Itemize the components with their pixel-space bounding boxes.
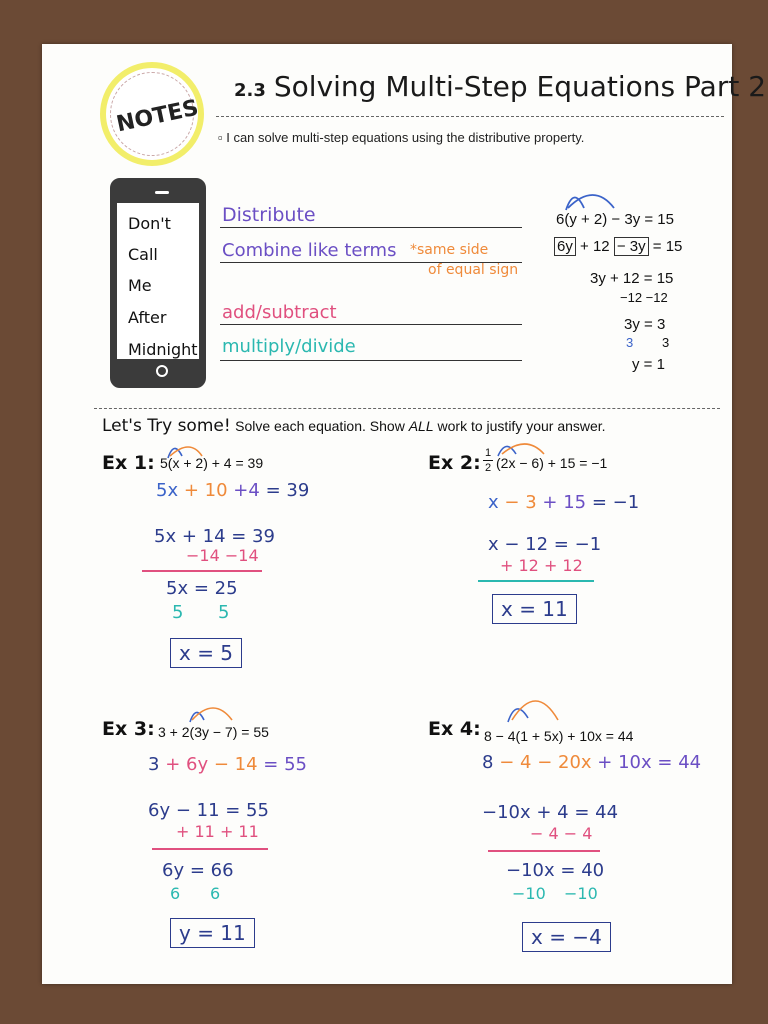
practice-heading: Let's Try some! Solve each equation. Show ALL work to justify your answer. [102, 416, 606, 436]
ex4-step4: −10x = 40 [506, 860, 605, 881]
ex2-step1: x − 3 + 15 = −1 [488, 492, 640, 513]
header-divider [216, 116, 724, 117]
ex3-divisor: 6 [210, 884, 221, 903]
page-title [234, 70, 766, 103]
step-add-subtract: add/subtract [222, 302, 337, 323]
step-line [220, 324, 522, 325]
step-line [220, 227, 522, 228]
ex4-equation: 8 − 4(1 + 5x) + 10x = 44 [484, 728, 634, 744]
ex3-rule [152, 848, 268, 850]
ex1-label: Ex 1: [102, 452, 155, 474]
ex4-answer: x = −4 [522, 922, 611, 952]
ex4-rule [488, 850, 600, 852]
learning-objective: ▫ I can solve multi-step equations using the distributive property. [218, 130, 585, 145]
ex2-step2: x − 12 = −1 [488, 534, 602, 555]
example-line-4: −12 −12 [620, 290, 668, 305]
ex4-step2: −10x + 4 = 44 [482, 802, 619, 823]
example-line-2: 6y + 12 − 3y = 15 [554, 238, 682, 255]
ex1-step4: 5x = 25 [166, 578, 238, 599]
step-note: *same side [410, 242, 489, 258]
ex3-answer: y = 11 [170, 918, 255, 948]
ex2-answer: x = 11 [492, 594, 577, 624]
ex1-step3: −14 −14 [186, 546, 259, 565]
ex2-equation: (2x − 6) + 15 = −1 [496, 455, 608, 471]
ex1-answer: x = 5 [170, 638, 242, 668]
ex1-step1: 5x + 10 +4 = 39 [156, 480, 310, 501]
ex4-step3: − 4 − 4 [530, 824, 593, 843]
step-distribute: Distribute [222, 204, 316, 226]
step-note: of equal sign [428, 262, 519, 278]
mnemonic-word: Don't [128, 214, 171, 233]
ex3-arrows [182, 700, 242, 726]
badge-text: NOTES [114, 95, 201, 138]
step-line [220, 360, 522, 361]
ex2-label: Ex 2: [428, 452, 481, 474]
mnemonic-word: Midnight [128, 340, 198, 359]
ex4-divisor: −10 [564, 884, 598, 903]
mnemonic-word: After [128, 308, 167, 327]
ex1-rule [142, 570, 262, 572]
ex1-divisor: 5 [172, 602, 184, 623]
example-divisor: 3 [662, 335, 670, 350]
ex4-divisor: −10 [512, 884, 546, 903]
ex4-step1: 8 − 4 − 20x + 10x = 44 [482, 752, 702, 773]
example-line-3: 3y + 12 = 15 [590, 270, 674, 287]
ex4-arrows [502, 688, 564, 726]
notes-page [42, 44, 767, 984]
home-button-icon [156, 365, 168, 377]
ex2-frac-den: 2 [484, 462, 492, 474]
ex1-divisor: 5 [218, 602, 230, 623]
ex3-divisor: 6 [170, 884, 181, 903]
mnemonic-word: Me [128, 276, 152, 295]
ex1-equation: 5(x + 2) + 4 = 39 [160, 455, 264, 471]
ex2-rule [478, 580, 594, 582]
example-line-1: 6(y + 2) − 3y = 15 [556, 211, 674, 228]
ex4-label: Ex 4: [428, 718, 481, 740]
step-multiply-divide: multiply/divide [222, 336, 356, 357]
ex2-frac-num: 1 [484, 447, 492, 459]
mnemonic-word: Call [128, 245, 158, 264]
example-answer: y = 1 [632, 356, 665, 373]
notes-badge [100, 62, 204, 166]
ex2-frac-bar [483, 460, 493, 461]
ex3-step1: 3 + 6y − 14 = 55 [148, 754, 308, 775]
lesson-number: 2.3 [234, 80, 266, 101]
step-combine: Combine like terms [222, 240, 397, 261]
example-divisor: 3 [626, 335, 634, 350]
ex3-step4: 6y = 66 [162, 860, 234, 881]
ex3-equation: 3 + 2(3y − 7) = 55 [158, 724, 269, 740]
ex3-step2: 6y − 11 = 55 [148, 800, 269, 821]
ex3-step3: + 11 + 11 [176, 822, 259, 841]
ex3-label: Ex 3: [102, 718, 155, 740]
ex2-step3: + 12 + 12 [500, 556, 583, 575]
distribution-arrows [560, 184, 636, 214]
section-divider [94, 408, 720, 409]
ex1-step2: 5x + 14 = 39 [154, 526, 275, 547]
example-line-5: 3y = 3 [624, 316, 666, 333]
lesson-title: Solving Multi-Step Equations Part 2 [273, 70, 767, 103]
